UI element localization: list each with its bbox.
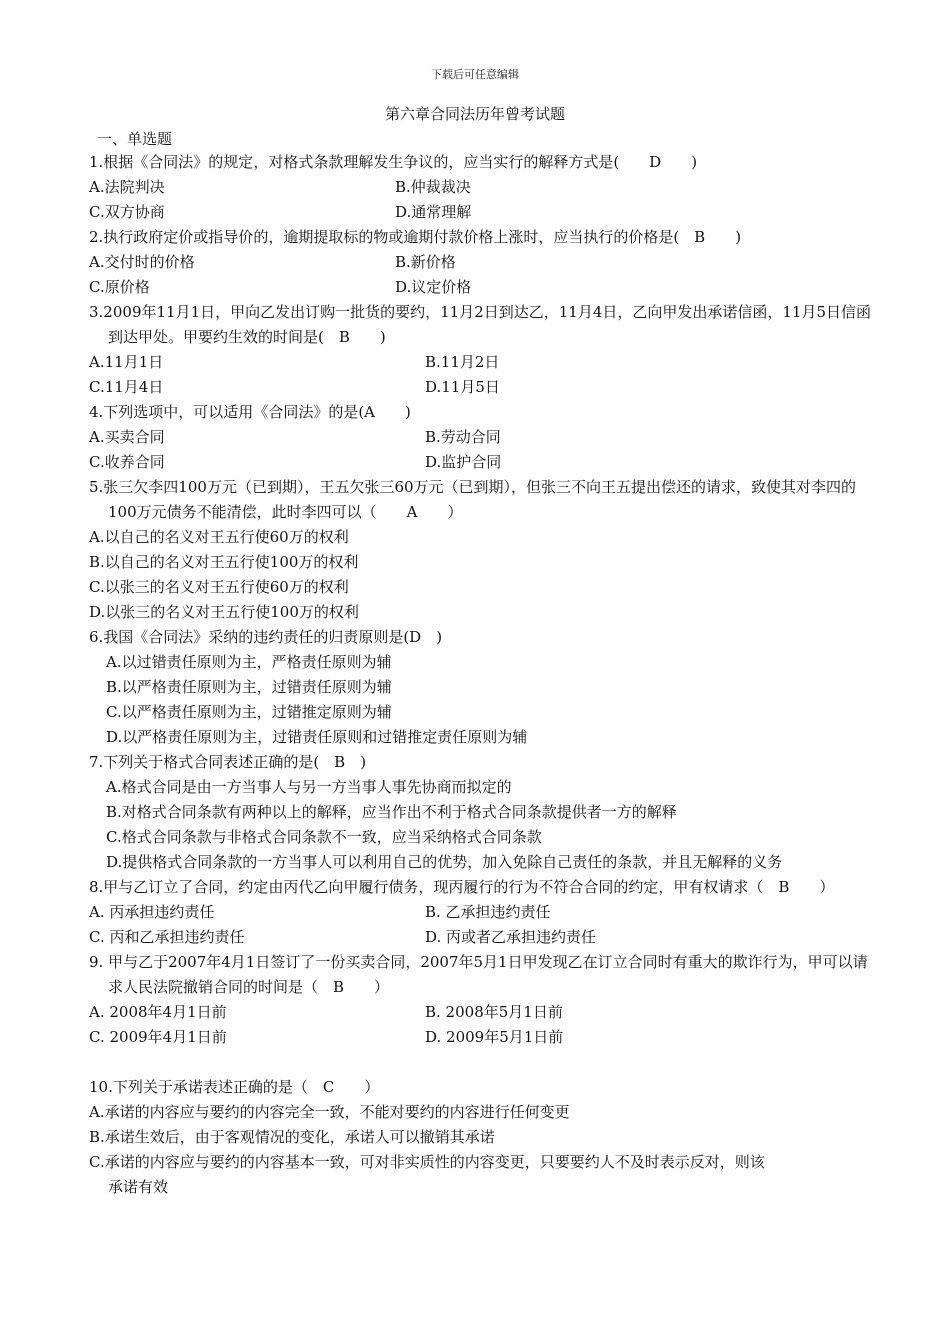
option-c: C.承诺的内容应与要约的内容基本一致，可对非实质性的内容变更，只要要约人不及时表示反对，则该承诺有效 [89,1153,765,1196]
question-9 [89,950,879,1050]
option-a: A.交付时的价格 [89,253,195,271]
option-row [89,1000,879,1025]
option-row [89,1025,879,1050]
option-b: B.新价格 [395,253,456,271]
option-row [89,350,879,375]
question-1 [89,150,879,225]
option-b: B.仲裁裁决 [395,178,471,196]
option-d: D.以严格责任原则为主，过错责任原则和过错推定责任原则为辅 [106,728,528,746]
section-heading: 一、单选题 [97,130,173,148]
option-c: C.双方协商 [89,203,165,221]
question-stem: 6.我国《合同法》采纳的违约责任的归责原则是(D ) [89,628,443,646]
page-header: 下载后可任意编辑 [431,68,519,81]
option-a: A.以过错责任原则为主，严格责任原则为辅 [106,653,392,671]
option-b: B.以严格责任原则为主，过错责任原则为辅 [106,678,392,696]
option-c: C.以张三的名义对王五行使60万的权利 [89,578,349,596]
question-stem: 10.下列关于承诺表述正确的是（ C ） [89,1078,380,1096]
option-row [89,925,879,950]
option-b: B.承诺生效后，由于客观情况的变化，承诺人可以撤销其承诺 [89,1128,495,1146]
option-a: A.买卖合同 [89,428,165,446]
page-title: 第六章合同法历年曾考试题 [384,105,565,123]
option-a: A. 2008年4月1日前 [89,1003,227,1021]
option-a: A.格式合同是由一方当事人与另一方当事人事先协商而拟定的 [106,778,512,796]
question-stem: 4.下列选项中，可以适用《合同法》的是(A ) [89,403,411,421]
option-b: B.劳动合同 [425,428,501,446]
question-10 [89,1075,879,1196]
option-c: C.原价格 [89,278,150,296]
option-c: C. 2009年4月1日前 [89,1028,227,1046]
question-stem: 5.张三欠李四100万元（已到期），王五欠张三60万元（已到期），但张三不向王五提出偿还的请求，致使其对李四的100万元债务不能清偿，此时李四可以（ A ） [89,478,857,521]
question-6 [89,625,879,750]
question-stem: 7.下列关于格式合同表述正确的是( B ) [89,753,367,771]
question-2 [89,225,879,300]
option-row [89,175,879,200]
question-8 [89,875,879,950]
option-row [89,450,879,475]
option-a: A.承诺的内容应与要约的内容完全一致，不能对要约的内容进行任何变更 [89,1103,570,1121]
option-c: C.11月4日 [89,378,164,396]
option-a: A. 丙承担违约责任 [89,903,215,921]
option-c: C.收养合同 [89,453,165,471]
option-d: D.通常理解 [395,203,472,221]
option-b: B.对格式合同条款有两种以上的解释，应当作出不利于格式合同条款提供者一方的解释 [106,803,677,821]
option-a: A.11月1日 [89,353,164,371]
option-row [89,375,879,400]
question-3 [89,300,879,400]
question-list [89,150,879,1196]
option-b: B.以自己的名义对王五行使100万的权利 [89,553,359,571]
option-a: A.以自己的名义对王五行使60万的权利 [89,528,349,546]
option-b: B. 乙承担违约责任 [425,903,551,921]
option-d: D.议定价格 [395,278,472,296]
option-d: D.11月5日 [425,378,500,396]
option-c: C.格式合同条款与非格式合同条款不一致，应当采纳格式合同条款 [106,828,542,846]
option-d: D.以张三的名义对王五行使100万的权利 [89,603,359,621]
option-d: D.监护合同 [425,453,502,471]
option-row [89,275,879,300]
blank-line [89,1050,879,1075]
option-b: B.11月2日 [425,353,500,371]
option-d: D.提供格式合同条款的一方当事人可以利用自己的优势，加入免除自己责任的条款，并且无解释的义务 [106,853,783,871]
question-7 [89,750,879,875]
option-a: A.法院判决 [89,178,165,196]
option-c: C. 丙和乙承担违约责任 [89,928,245,946]
question-stem: 1.根据《合同法》的规定，对格式条款理解发生争议的，应当实行的解释方式是( D ) [89,153,698,171]
question-4 [89,400,879,475]
option-row [89,425,879,450]
question-stem: 2.执行政府定价或指导价的，逾期提取标的物或逾期付款价格上涨时，应当执行的价格是( B ) [89,228,742,246]
option-row [89,200,879,225]
option-c: C.以严格责任原则为主，过错推定原则为辅 [106,703,392,721]
option-b: B. 2008年5月1日前 [425,1003,563,1021]
question-stem: 8.甲与乙订立了合同，约定由丙代乙向甲履行债务，现丙履行的行为不符合合同的约定，甲有权请求（ B ） [89,878,835,896]
question-5 [89,475,879,625]
question-stem: 9. 甲与乙于2007年4月1日签订了一份买卖合同，2007年5月1日甲发现乙在订立合同时有重大的欺诈行为，甲可以请求人民法院撤销合同的时间是（ B ） [89,953,868,996]
option-d: D. 2009年5月1日前 [425,1028,564,1046]
option-d: D. 丙或者乙承担违约责任 [425,928,597,946]
option-row [89,250,879,275]
question-stem: 3.2009年11月1日，甲向乙发出订购一批货的要约，11月2日到达乙，11月4日，乙向甲发出承诺信函，11月5日信函到达甲处。甲要约生效的时间是( B ) [89,303,872,346]
option-row [89,900,879,925]
